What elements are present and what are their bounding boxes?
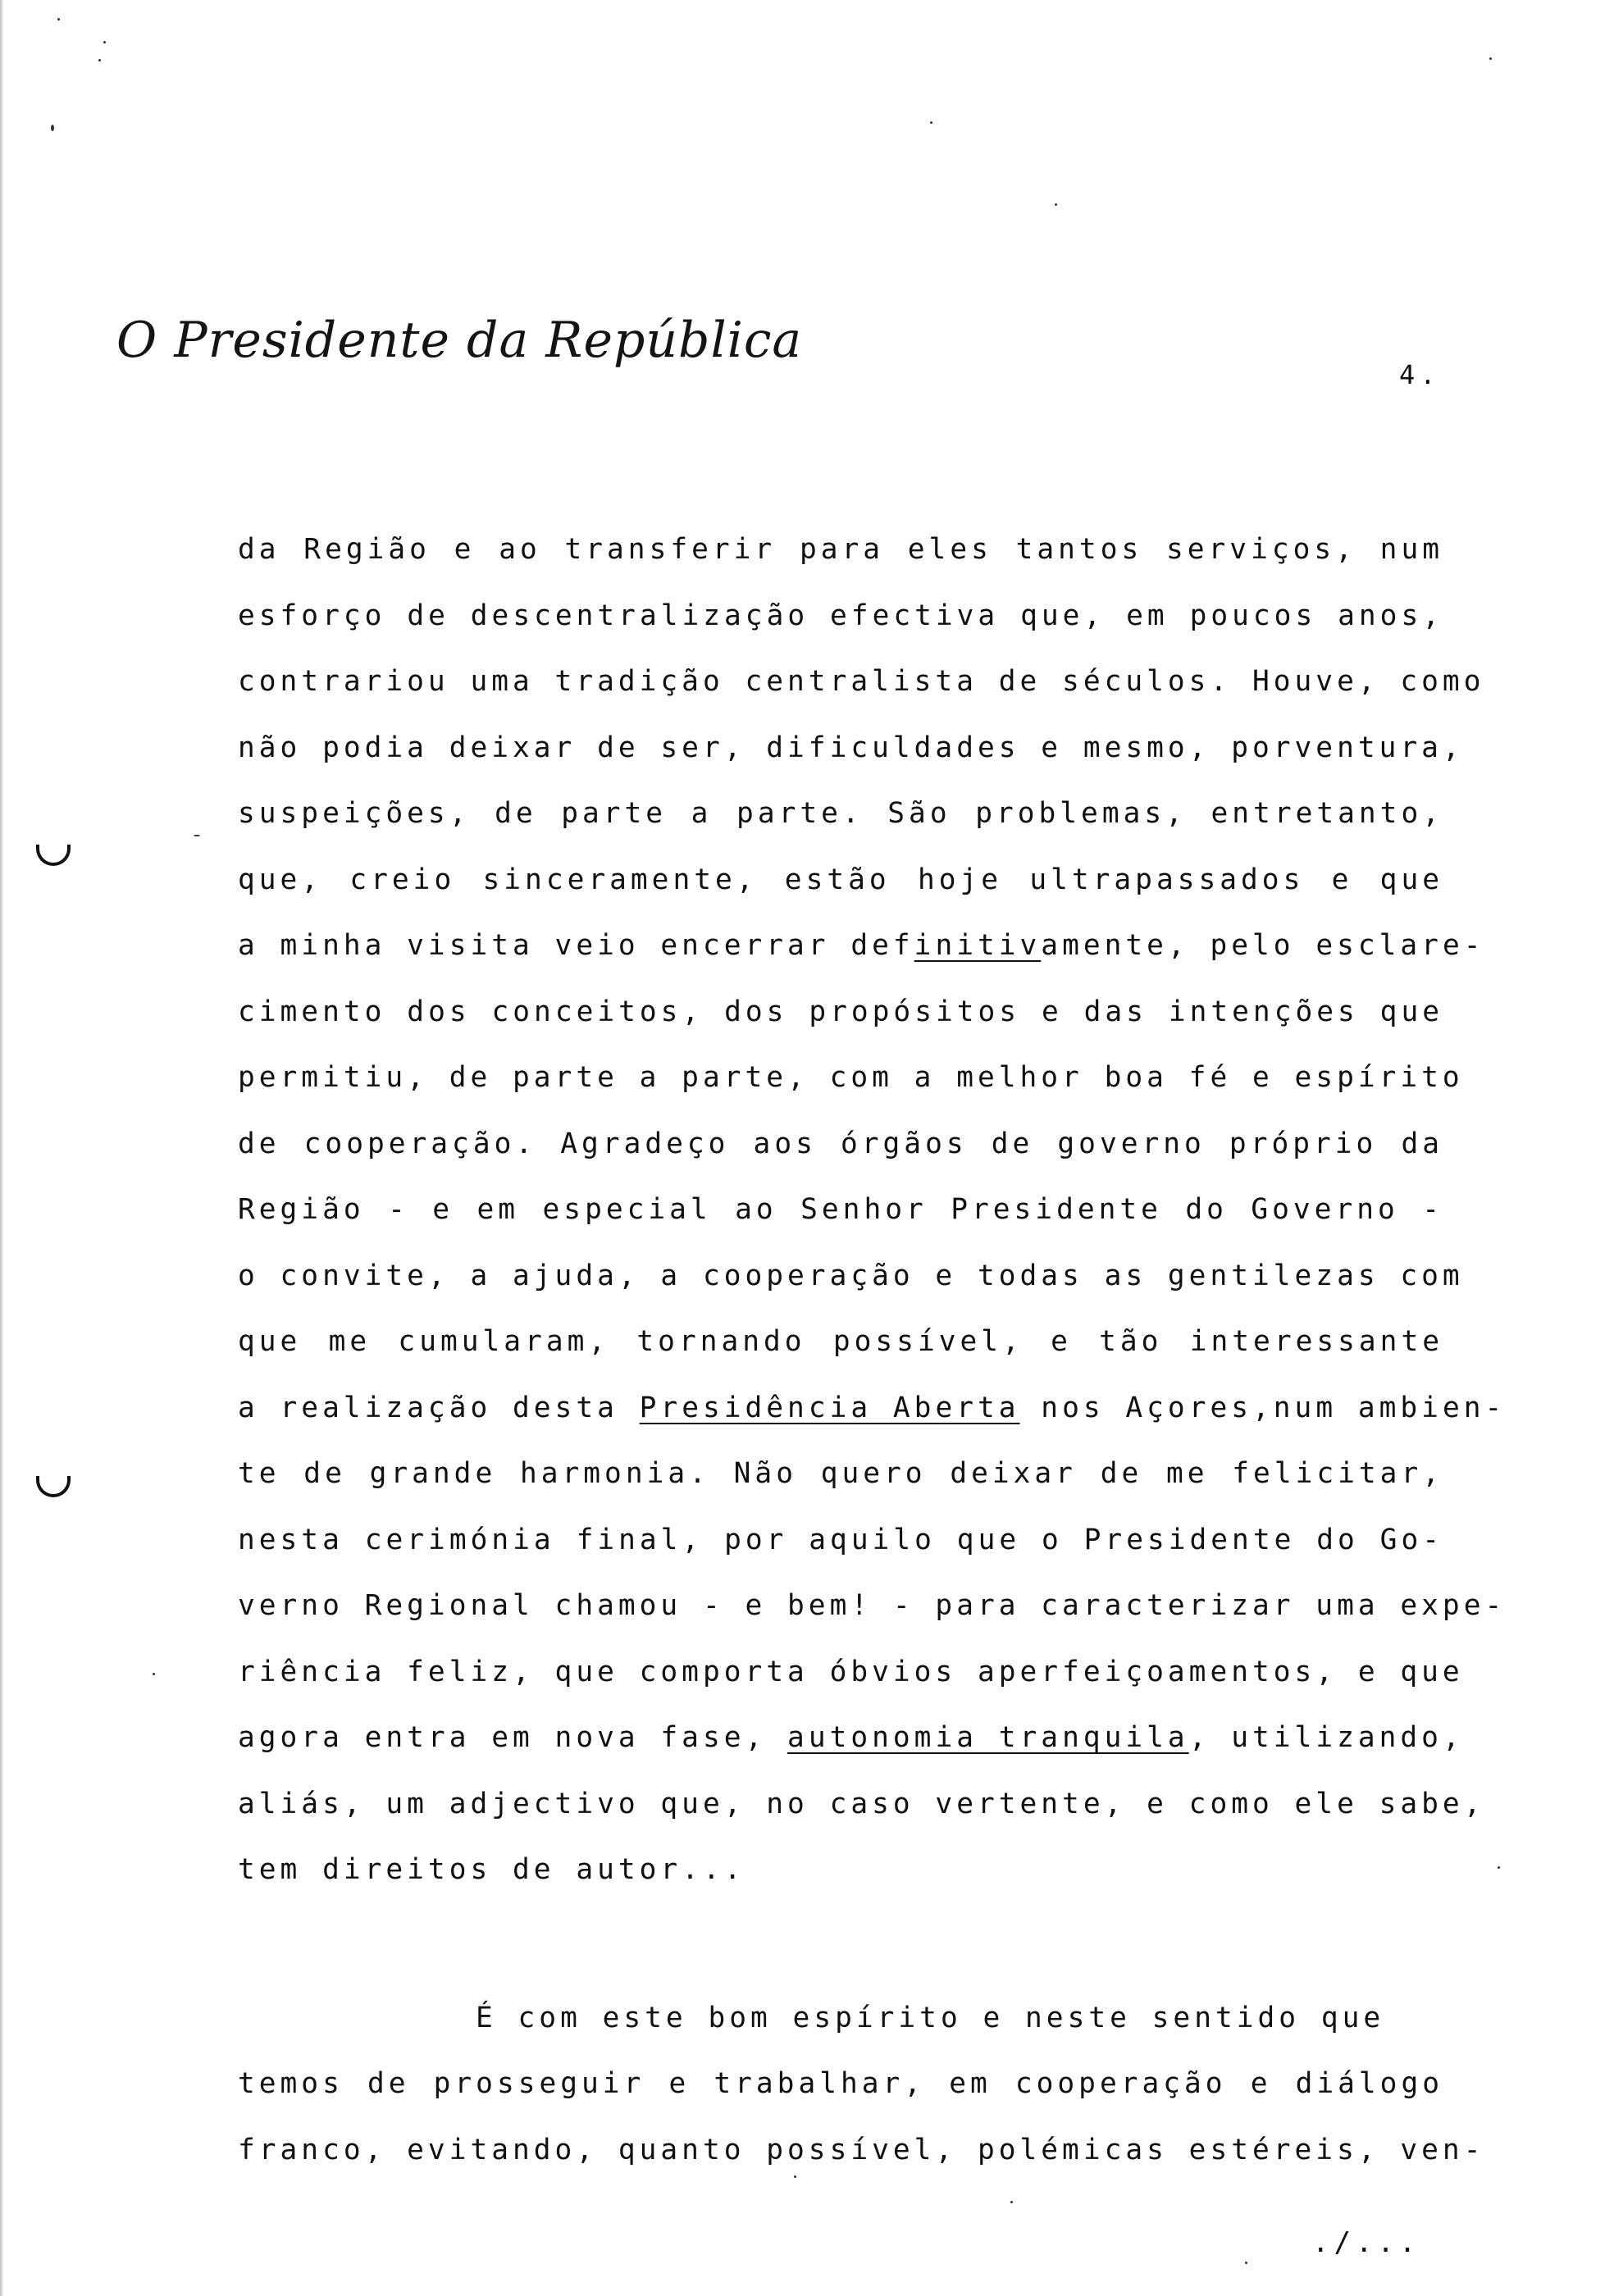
text-line: não podia deixar de ser, dificuldades e mesmo, porventura, [238,731,1464,764]
text-line: verno Regional chamou - e bem! - para caracterizar uma expe- [238,1589,1507,1622]
text-line: nesta cerimónia final, por aquilo que o Presidente do Go- [238,1523,1443,1556]
text-line: aliás, um adjectivo que, no caso vertente, e como ele sabe, [238,1787,1485,1820]
underlined-text: initiv [914,929,1042,962]
text-line: riência feliz, que comporta óbvios aperfeiçoamentos, e que [238,1655,1464,1688]
line-text: a realização desta [238,1391,640,1424]
text-line: cimento dos conceitos, dos propósitos e das intenções que [238,995,1443,1028]
letterhead: O Presidente da República [116,312,803,369]
text-line: esforço de descentralização efectiva que, em poucos anos, [238,599,1443,632]
page-number: 4. [1399,359,1441,390]
underlined-text: autonomia tranquila [787,1721,1189,1754]
line-text: nos Açores,num ambien- [1019,1391,1507,1424]
paragraph-2 [238,1985,1485,2184]
text-line: que, creio sinceramente, estão hoje ultrapassados e que [238,863,1443,896]
text-line: Região - e em especial ao Senhor Presidente do Governo - [238,1193,1443,1226]
scan-edge [0,0,3,2296]
line-text: amente, pelo esclare- [1041,929,1485,962]
punch-hole-mark [36,845,71,866]
scan-speck [930,121,932,124]
text-line: te de grande harmonia. Não quero deixar de me felicitar, [238,1457,1443,1490]
line-text: , utilizando, [1188,1721,1464,1754]
continuation-mark: ./... [1312,2226,1421,2259]
scan-speck [1055,203,1057,206]
text-line: o convite, a ajuda, a cooperação e todas as gentilezas com [238,1259,1464,1292]
text-line: de cooperação. Agradeço aos órgãos de governo próprio da [238,1127,1443,1160]
scan-speck [1489,57,1492,60]
scan-speck [1498,1866,1500,1869]
scan-speck [103,41,106,43]
text-line: É com este bom espírito e neste sentido que [476,2001,1385,2034]
text-line: permitiu, de parte a parte, com a melhor boa fé e espírito [238,1061,1464,1094]
scan-speck [153,1673,155,1675]
scan-speck [1245,2262,1247,2264]
text-line: suspeições, de parte a parte. São problemas, entretanto, [238,797,1443,830]
scan-speck [98,59,101,61]
scan-speck [51,125,54,131]
text-line: tem direitos de autor... [238,1853,745,1886]
paragraph-gap [238,1903,1443,1985]
scan-speck [194,835,200,836]
scan-speck [57,18,60,20]
punch-hole-mark [36,1476,71,1497]
line-text: a minha visita veio encerrar def [238,929,914,962]
text-line [238,1375,1507,1442]
body-text [238,517,1507,2183]
text-line [238,913,1485,979]
text-line: da Região e ao transferir para eles tantos serviços, num [238,533,1443,566]
underlined-text: Presidência Aberta [639,1391,1020,1424]
text-line: que me cumularam, tornando possível, e tão interessante [238,1325,1443,1358]
text-line: contrariou uma tradição centralista de séculos. Houve, como [238,665,1485,698]
text-line: temos de prosseguir e trabalhar, em cooperação e diálogo [238,2067,1443,2100]
paragraph-1 [238,517,1507,1903]
scan-speck [1010,2201,1013,2203]
line-text: agora entra em nova fase, [238,1721,788,1754]
text-line: franco, evitando, quanto possível, polémicas estéreis, ven- [238,2133,1485,2166]
text-line [238,1705,1464,1771]
